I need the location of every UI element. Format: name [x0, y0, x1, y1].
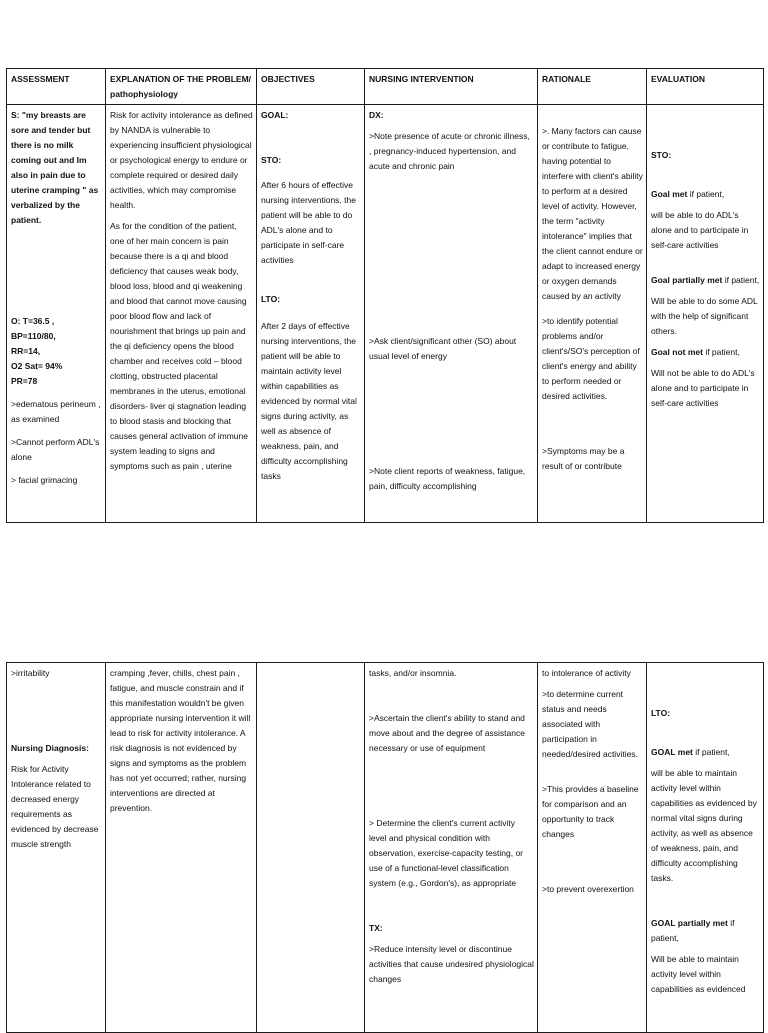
- nursing-diagnosis-label: Nursing Diagnosis:: [11, 743, 89, 753]
- goal-partial-suffix: if patient,: [722, 275, 760, 285]
- eval-sto-label: STO:: [651, 150, 672, 160]
- objectives-cell: [257, 663, 365, 1033]
- intervention-cell: [365, 105, 538, 523]
- header-assessment: ASSESSMENT: [7, 69, 106, 105]
- intervention-item: >Ascertain the client's ability to stand and move about and the degree of assistance necessary or use of equipment: [369, 713, 525, 753]
- tx-label: TX:: [369, 923, 383, 933]
- care-plan-table-page-2: [6, 662, 764, 1033]
- rationale-item: >Symptoms may be a result of or contribute: [542, 446, 625, 471]
- goal-met-suffix: if patient,: [687, 189, 725, 199]
- sto-label: STO:: [261, 155, 282, 165]
- intervention-item: >Reduce intensity level or discontinue activities that cause undesired physiological changes: [369, 944, 534, 984]
- vital-sign-o2: O2 Sat= 94%: [11, 361, 63, 371]
- objective-finding: >irritability: [11, 668, 50, 678]
- assessment-cell: [7, 663, 106, 1033]
- vital-sign-pr: PR=78: [11, 376, 38, 386]
- sto-objective: After 6 hours of effective nursing interventions, the patient will be able to do ADL's alone and to participate in self-care activities: [261, 180, 356, 265]
- dx-label: DX:: [369, 110, 384, 120]
- header-evaluation: EVALUATION: [647, 69, 764, 105]
- goal-partial-label: Goal partially met: [651, 275, 723, 285]
- explanation-paragraph: As for the condition of the patient, one of her main concern is pain because there is a qi and blood deficiency that causes weak body, blood loss, blood and qi weakening and blood that cannot move causing poor blood flow and lack of nourishment that brings up pain and the qi deficiency opens the blood chamber and receives cold – blood clotting, obstructed placental membranes in the uterus, emotional disorders- liver qi stagnation leading to blood stasis and blocking that causes general activation of immune system leading to signs and symptoms such as pain , uterine: [110, 221, 248, 471]
- body-row: [7, 663, 764, 1033]
- assessment-cell: [7, 105, 106, 523]
- intervention-item: tasks, and/or insomnia.: [369, 668, 457, 678]
- goal-label: GOAL:: [261, 110, 289, 120]
- lto-label: LTO:: [261, 294, 281, 304]
- evaluation-cell: [647, 105, 764, 523]
- explanation-cell: [106, 105, 257, 523]
- goal-met-line: [651, 745, 760, 760]
- header-rationale: RATIONALE: [538, 69, 647, 105]
- vital-sign-temp: O: T=36.5 ,: [11, 316, 55, 326]
- goal-notmet-text: Will not be able to do ADL's alone and to participate in self-care activities: [651, 368, 755, 408]
- header-objectives: OBJECTIVES: [257, 69, 365, 105]
- goal-notmet-suffix: if patient,: [702, 347, 740, 357]
- intervention-item: >Note client reports of weakness, fatigue, pain, difficulty accomplishing: [369, 466, 526, 491]
- rationale-item: >. Many factors can cause or contribute to fatigue, having potential to interfere with client's ability to perform at a desired level of activity. However, the term "activity intolerance" implies that the client cannot endure or adapt to increased energy or oxygen demands caused by an activity: [542, 126, 643, 301]
- nursing-diagnosis-text: Risk for Activity Intolerance related to decreased energy requirements as evidenced by decrease muscle strength: [11, 764, 99, 849]
- header-nursing-intervention: NURSING INTERVENTION: [365, 69, 538, 105]
- objective-finding: >edematous perineum , as examined: [11, 399, 101, 424]
- vital-sign-bp: BP=110/80,: [11, 331, 56, 341]
- goal-met-text: will be able to do ADL's alone and to participate in self-care activities: [651, 210, 749, 250]
- rationale-item: >to prevent overexertion: [542, 884, 634, 894]
- body-row: [7, 105, 764, 523]
- rationale-cell: [538, 663, 647, 1033]
- eval-lto-label: LTO:: [651, 708, 671, 718]
- rationale-item: >to identify potential problems and/or client's/SO's perception of client's energy and ability to perform needed or desired activities.: [542, 316, 640, 401]
- intervention-item: >Note presence of acute or chronic illness, , pregnancy-induced hypertension, and acute and chronic pain: [369, 131, 530, 171]
- goal-notmet-line: [651, 345, 760, 360]
- rationale-item: >to determine current status and needs associated with participation in needed/desired activities.: [542, 689, 638, 759]
- goal-partial-text: Will be able to maintain activity level within capabilities as evidenced: [651, 954, 746, 994]
- subjective-data: S: "my breasts are sore and tender but there is no milk coming out and Im also in pain due to uterine cramping " as verbalized by the patient.: [11, 110, 99, 225]
- goal-met-label: GOAL met: [651, 747, 693, 757]
- goal-partial-label: GOAL partially met: [651, 918, 728, 928]
- evaluation-cell: [647, 663, 764, 1033]
- objective-finding: > facial grimacing: [11, 475, 78, 485]
- goal-met-line: [651, 187, 760, 202]
- explanation-paragraph: Risk for activity intolerance as defined by NANDA is vulnerable to experiencing insufficient physiological or psychological energy to endure or complete required or desired daily activities, which may compromise health.: [110, 110, 253, 210]
- header-row: [7, 69, 764, 105]
- intervention-item: >Ask client/significant other (SO) about usual level of energy: [369, 336, 517, 361]
- objectives-cell: [257, 105, 365, 523]
- rationale-cell: [538, 105, 647, 523]
- goal-partial-line: [651, 273, 760, 288]
- objective-finding: >Cannot perform ADL's alone: [11, 437, 100, 462]
- goal-notmet-label: Goal not met: [651, 347, 703, 357]
- lto-objective: After 2 days of effective nursing interventions, the patient will be able to maintain activity level within capabilities as evidenced by normal vital signs during activity, as well as absence of weakness, pain, and difficulty accomplishing tasks: [261, 321, 357, 481]
- header-explanation: EXPLANATION OF THE PROBLEM/ pathophysiology: [106, 69, 257, 105]
- intervention-cell: [365, 663, 538, 1033]
- goal-partial-line: [651, 916, 760, 946]
- rationale-item: to intolerance of activity: [542, 668, 631, 678]
- intervention-item: > Determine the client's current activity level and physical condition with observation, exercise-capacity testing, or use of a functional-level classification system (e.g., Gordon's), as appropriate: [369, 818, 524, 888]
- goal-partial-suffix: if patient,: [651, 918, 735, 943]
- care-plan-table-page-1: [6, 68, 764, 523]
- goal-met-text: will be able to maintain activity level within capabilities as evidenced by normal vital signs during activity, as well as absence of weakness, pain, and difficulty accomplishing tasks.: [651, 768, 757, 883]
- goal-met-label: Goal met: [651, 189, 688, 199]
- vital-sign-rr: RR=14,: [11, 346, 41, 356]
- explanation-paragraph: cramping ,fever, chills, chest pain , fatigue, and muscle constrain and if this manifestation wouldn't be given appropriate nursing intervention it will lead to risk for activity intolerance. A risk diagnosis is not evidenced by signs and symptoms as the problem has not yet occurred; rather, nursing interventions are directed at prevention.: [110, 668, 251, 813]
- goal-met-suffix: if patient,: [692, 747, 730, 757]
- explanation-cell: [106, 663, 257, 1033]
- goal-partial-text: Will be able to do some ADL with the help of significant others.: [651, 296, 758, 336]
- rationale-item: >This provides a baseline for comparison and an opportunity to track changes: [542, 784, 639, 839]
